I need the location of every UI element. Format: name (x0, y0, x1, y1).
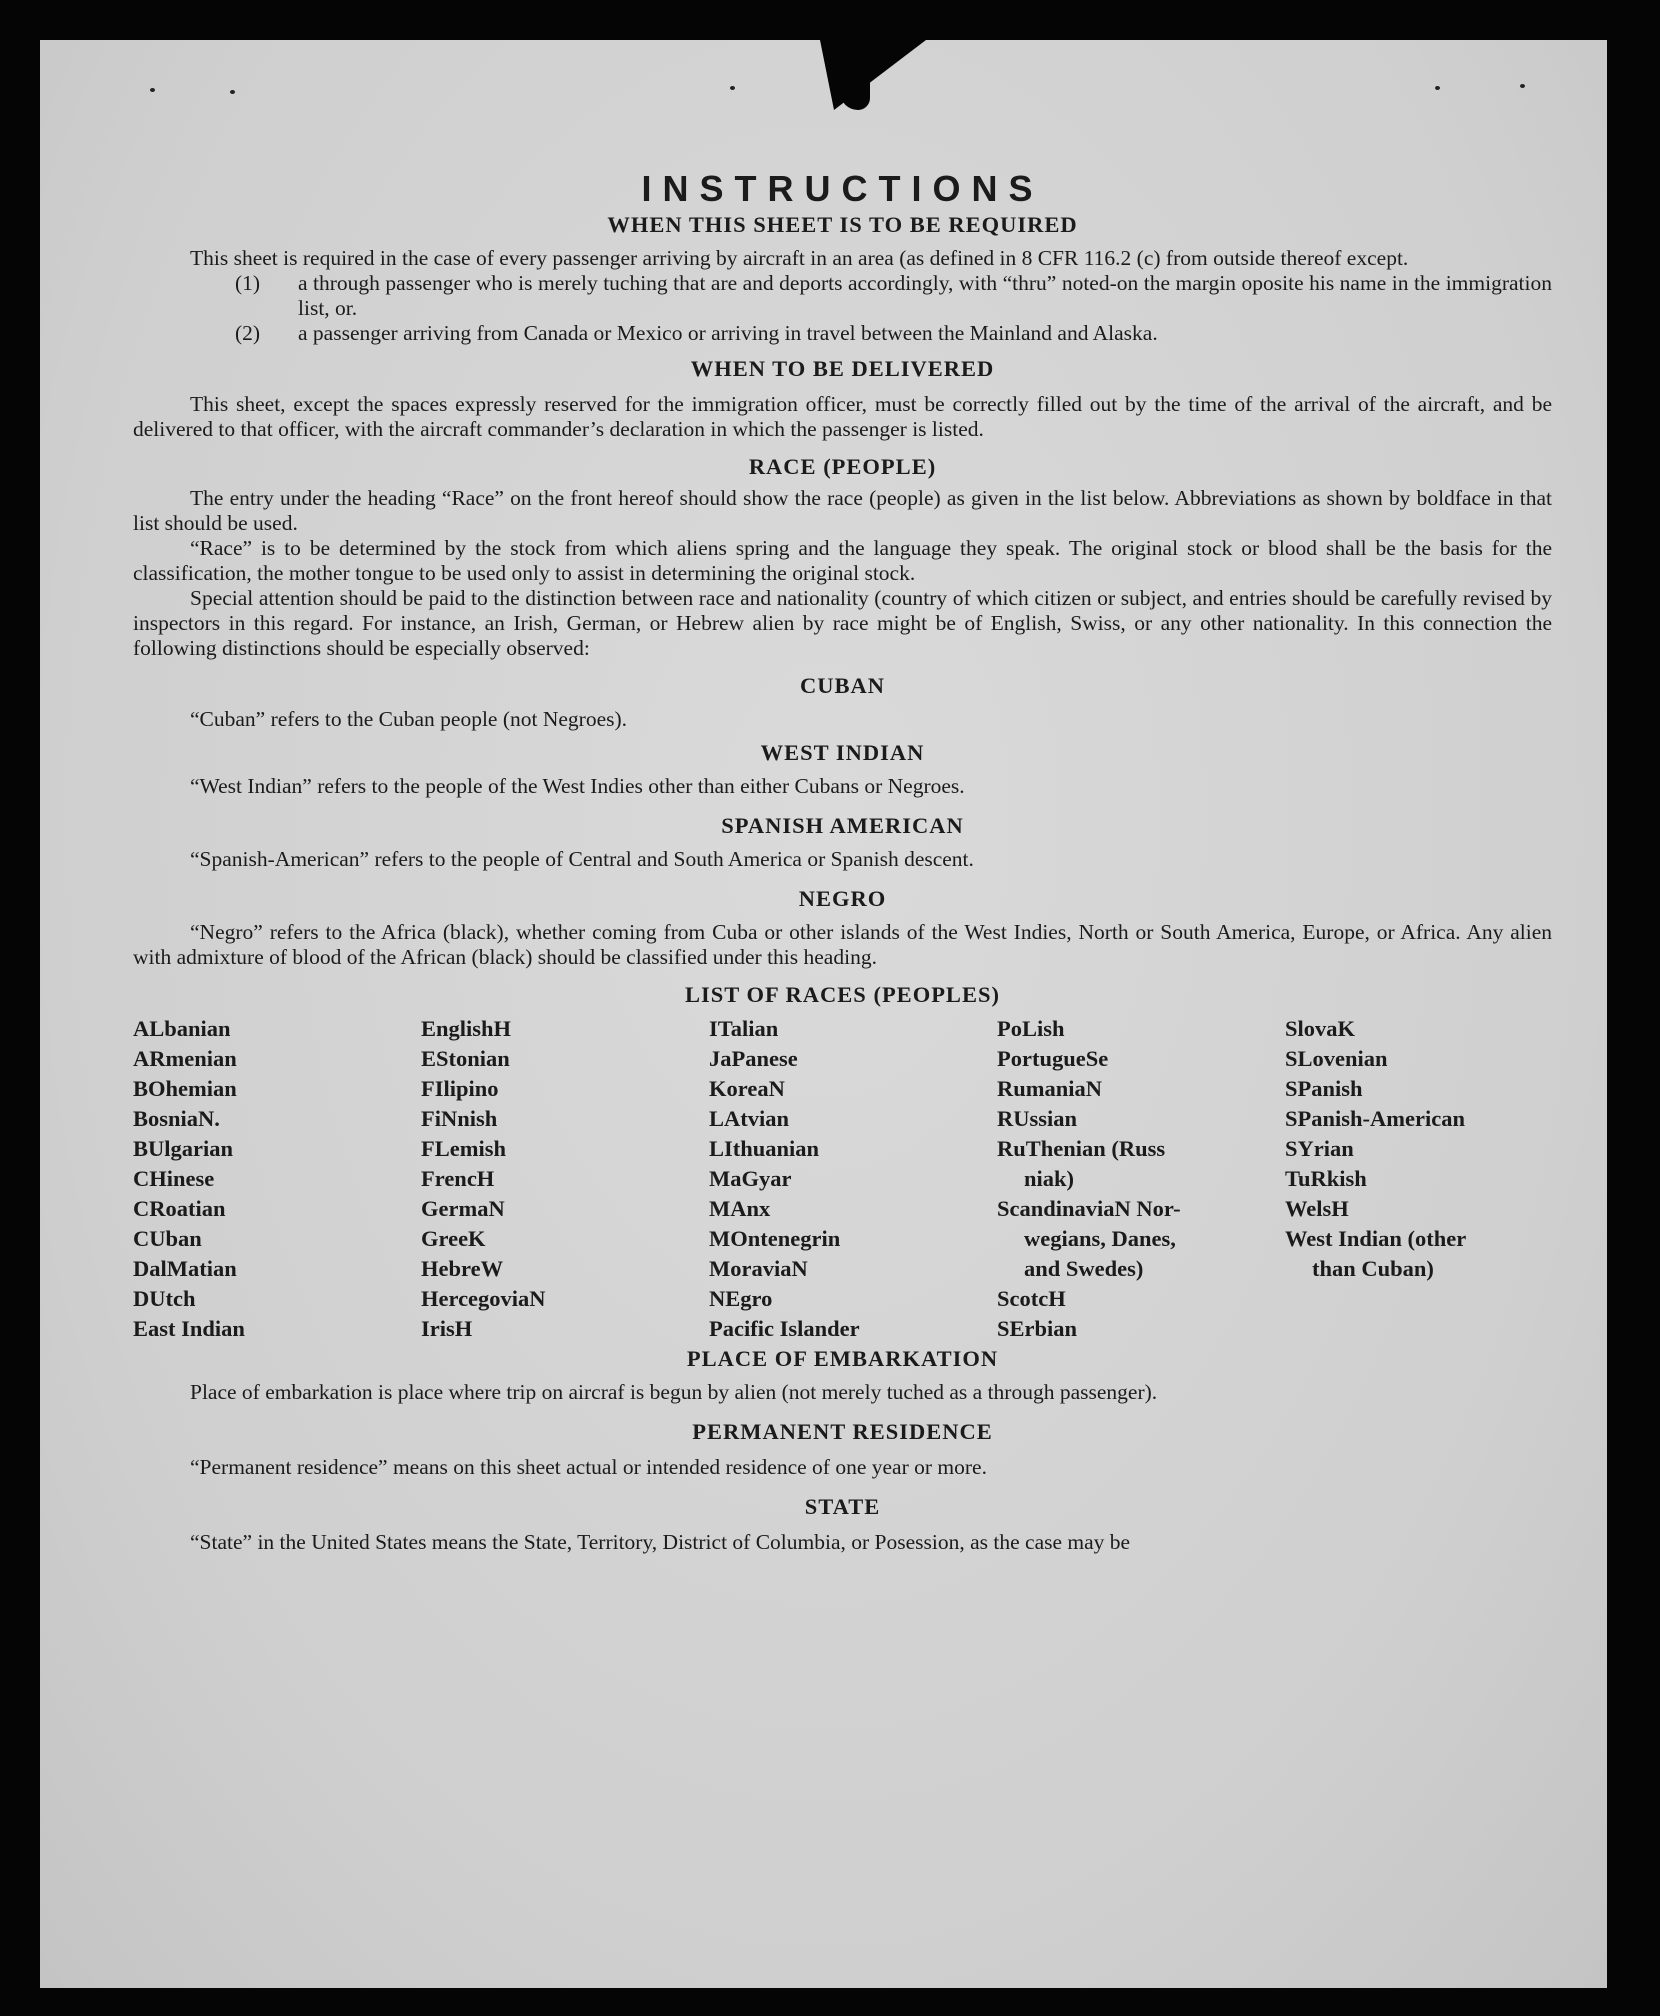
race-item: CHinese (133, 1166, 215, 1191)
race-item: MOntenegrin (709, 1226, 841, 1251)
race-item: TuRkish (1285, 1166, 1367, 1191)
race-item: RUssian (997, 1106, 1078, 1131)
instruction-sheet (40, 40, 1607, 1988)
race-item: LIthuanian (709, 1136, 820, 1161)
paper-tear (820, 40, 926, 110)
race-column (709, 1014, 997, 1344)
race-item: ALbanian (133, 1016, 231, 1041)
item-text: a passenger arriving from Canada or Mexico or arriving in travel between the Mainland and Alaska. (298, 321, 1158, 345)
heading-permanent-residence: PERMANENT RESIDENCE (692, 1419, 993, 1444)
punch-mark (230, 90, 235, 94)
race-item: RumaniaN (997, 1076, 1103, 1101)
item-number: (1) (235, 271, 261, 295)
heading-list-of-races: LIST OF RACES (PEOPLES) (685, 982, 1000, 1007)
race-item: GermaN (421, 1196, 505, 1221)
race-item: PortugueSe (997, 1046, 1109, 1071)
race-paragraph: Special attention should be paid to the distinction between race and nationality (country of which citizen or subject, and entries should be carefully revised by inspectors in this regard. For instance, an Irish, German, or Hebrew alien by race might be of English, Swiss, or any other nationality. In this connection the following distinctions should be especially observed: (133, 586, 1552, 660)
race-item: ITalian (709, 1016, 779, 1041)
spanish-american-text: “Spanish-American” refers to the people of Central and South America or Spanish descent. (190, 847, 974, 871)
cuban-text: “Cuban” refers to the Cuban people (not Negroes). (190, 707, 628, 731)
race-item: and Swedes) (1024, 1256, 1144, 1281)
race-item: MoraviaN (709, 1256, 808, 1281)
race-item: SYrian (1285, 1136, 1354, 1161)
required-item (133, 321, 1552, 346)
page-title: INSTRUCTIONS (641, 168, 1044, 209)
race-item: HercegoviaN (421, 1286, 546, 1311)
punch-mark (1435, 86, 1440, 90)
race-item: NEgro (709, 1286, 773, 1311)
heading-spanish-american: SPANISH AMERICAN (721, 813, 964, 838)
west-indian-text: “West Indian” refers to the people of the West Indies other than either Cubans or Negroes. (190, 774, 965, 798)
race-item: GreeK (421, 1226, 486, 1251)
race-item: CRoatian (133, 1196, 226, 1221)
delivered-text: This sheet, except the spaces expressly reserved for the immigration officer, must be correctly filled out by the time of the arrival of the aircraft, and be delivered to that officer, with the aircraft commander’s declaration in which the passenger is listed. (133, 392, 1552, 441)
item-text: a through passenger who is merely tuching that are and deports accordingly, with “thru” noted-on the margin oposite his name in the immigration list, or. (298, 271, 1552, 320)
race-column (133, 1014, 421, 1344)
race-item: SLovenian (1285, 1046, 1388, 1071)
race-item: BosniaN. (133, 1106, 220, 1131)
race-item: JaPanese (709, 1046, 798, 1071)
race-item: than Cuban) (1312, 1256, 1434, 1281)
race-paragraph: The entry under the heading “Race” on the front hereof should show the race (people) as given in the list below. Abbreviations as shown by boldface in that list should be used. (133, 486, 1552, 535)
heading-when-delivered: WHEN TO BE DELIVERED (690, 356, 995, 381)
embarkation-text: Place of embarkation is place where trip on aircraf is begun by alien (not merely tuched as a through passenger). (190, 1380, 1158, 1404)
race-item: RuThenian (Russ (997, 1136, 1166, 1161)
race-column (1285, 1014, 1545, 1344)
required-intro: This sheet is required in the case of every passenger arriving by aircraft in an area (as defined in 8 CFR 116.2 (c) from outside thereof except. (190, 246, 1409, 270)
race-item: ScotcH (997, 1286, 1066, 1311)
race-item: SPanish (1285, 1076, 1363, 1101)
heading-state: STATE (804, 1494, 881, 1519)
race-item: SErbian (997, 1316, 1078, 1341)
race-item: FrencH (421, 1166, 495, 1191)
race-item: West Indian (other (1285, 1226, 1467, 1251)
race-list (133, 1014, 1552, 1344)
race-item: MAnx (709, 1196, 771, 1221)
race-paragraph: “Race” is to be determined by the stock from which aliens spring and the language they speak. The original stock or blood shall be the basis for the classification, the mother tongue to be used only to assist in determining the original stock. (133, 536, 1552, 585)
race-column (421, 1014, 709, 1344)
heading-negro: NEGRO (798, 886, 887, 911)
race-item: East Indian (133, 1316, 245, 1341)
race-item: LAtvian (709, 1106, 790, 1131)
race-item: CUban (133, 1226, 202, 1251)
race-item: ScandinaviaN Nor- (997, 1196, 1181, 1221)
race-item: KoreaN (709, 1076, 785, 1101)
race-item: IrisH (421, 1316, 473, 1341)
race-item: FiNnish (421, 1106, 498, 1131)
race-item: WelsH (1285, 1196, 1349, 1221)
race-item: SlovaK (1285, 1016, 1356, 1041)
residence-text: “Permanent residence” means on this sheet actual or intended residence of one year or more. (190, 1455, 987, 1479)
race-item: HebreW (421, 1256, 504, 1281)
heading-west-indian: WEST INDIAN (760, 740, 925, 765)
heading-embarkation: PLACE OF EMBARKATION (686, 1346, 999, 1371)
punch-mark (730, 86, 735, 90)
punch-mark (150, 88, 155, 92)
required-item (133, 271, 1552, 321)
race-item: DUtch (133, 1286, 196, 1311)
race-item: BOhemian (133, 1076, 237, 1101)
race-item: wegians, Danes, (1024, 1226, 1176, 1251)
heading-cuban: CUBAN (799, 673, 885, 698)
race-item: BUlgarian (133, 1136, 234, 1161)
race-column (997, 1014, 1285, 1344)
race-item: FIlipino (421, 1076, 499, 1101)
race-item: PoLish (997, 1016, 1065, 1041)
race-item: FLemish (421, 1136, 507, 1161)
race-item: EStonian (421, 1046, 510, 1071)
heading-when-required: WHEN THIS SHEET IS TO BE REQUIRED (607, 212, 1078, 237)
race-item: ARmenian (133, 1046, 237, 1071)
item-number: (2) (235, 321, 261, 345)
race-item: niak) (1024, 1166, 1075, 1191)
race-item: MaGyar (709, 1166, 792, 1191)
race-item: DalMatian (133, 1256, 237, 1281)
punch-mark (1520, 84, 1525, 88)
race-item: SPanish-American (1285, 1106, 1465, 1131)
state-text: “State” in the United States means the State, Territory, District of Columbia, or Posession, as the case may be (190, 1530, 1131, 1554)
heading-race: RACE (PEOPLE) (748, 454, 937, 479)
negro-text: “Negro” refers to the Africa (black), whether coming from Cuba or other islands of the West Indies, North or South America, Europe, or Africa. Any alien with admixture of blood of the African (black) should be classified under this heading. (133, 920, 1552, 969)
race-item: Pacific Islander (709, 1316, 860, 1341)
race-item: EnglishH (421, 1016, 512, 1041)
